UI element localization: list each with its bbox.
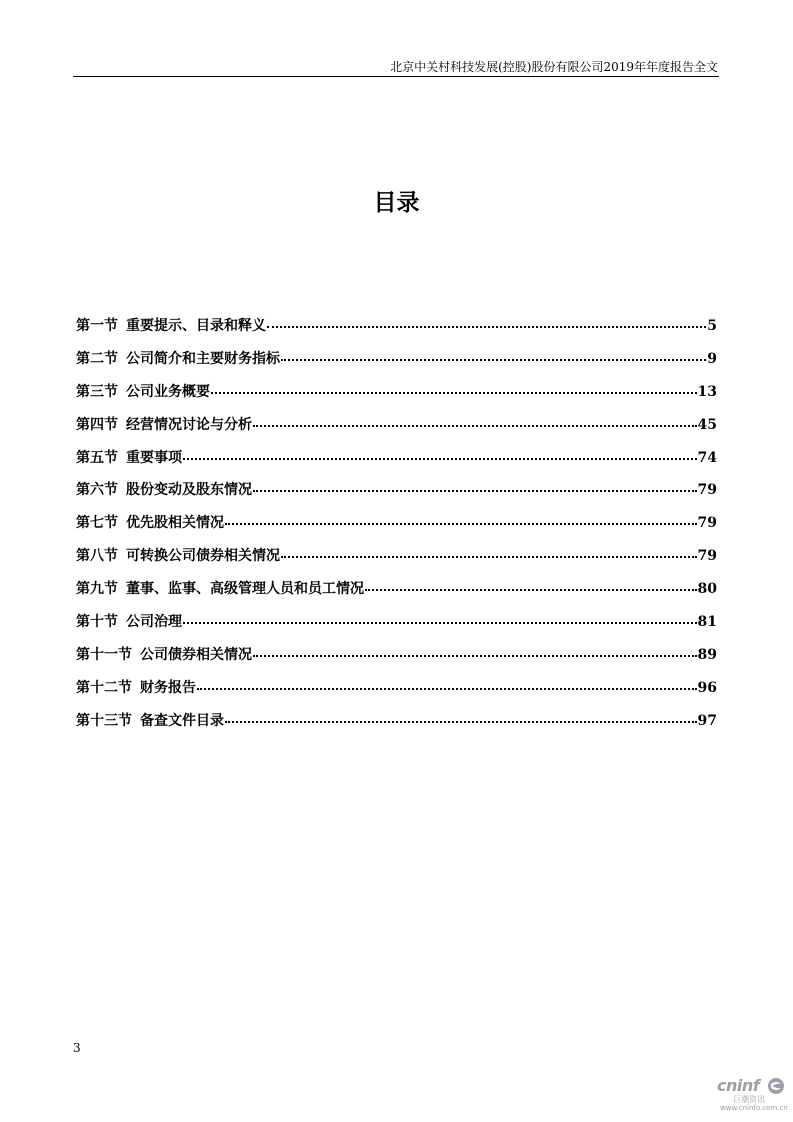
toc-entry-section: 第四节 (76, 416, 118, 433)
toc-entry-page: 5 (707, 318, 717, 334)
toc-entry-section: 第十一节 (76, 646, 132, 663)
toc-entry-section: 第五节 (76, 449, 118, 466)
toc-entry-name: 备查文件目录 (140, 712, 224, 729)
toc-dot-leader (253, 651, 697, 657)
toc-entry-section: 第十二节 (76, 679, 132, 696)
toc-entry-page: 79 (697, 482, 717, 499)
toc-entry-page: 9 (707, 350, 717, 367)
toc-entry[interactable] (76, 644, 717, 677)
toc-entry-section: 第二节 (76, 350, 118, 367)
toc-entry-section: 第六节 (76, 482, 118, 499)
toc-entry-name: 优先股相关情况 (126, 515, 224, 532)
toc-entry-name: 公司简介和主要财务指标 (126, 350, 280, 367)
toc-entry-page: 97 (697, 712, 717, 729)
toc-entry[interactable] (76, 414, 717, 447)
toc-dot-leader (225, 717, 697, 723)
toc-dot-leader (183, 618, 697, 624)
toc-dot-leader (281, 552, 697, 558)
toc-entry-name: 重要事项 (126, 449, 182, 466)
logo-subtitle: 巨潮资讯 (733, 1095, 765, 1104)
toc-entry-name: 股份变动及股东情况 (126, 482, 252, 499)
toc-entry-section: 第九节 (76, 581, 118, 598)
toc-entry-name: 重要提示、目录和释义 (126, 318, 266, 334)
toc-entry-name: 可转换公司债券相关情况 (126, 548, 280, 565)
toc-entry-name: 公司业务概要 (126, 383, 210, 400)
toc-entry[interactable] (76, 677, 717, 710)
toc-entry-page: 80 (697, 581, 717, 598)
page-number: 3 (73, 1041, 81, 1055)
toc-entry-section: 第一节 (76, 318, 118, 334)
cninfo-logo (717, 1076, 787, 1116)
toc-entry-page: 81 (697, 614, 717, 631)
toc-dot-leader (281, 355, 706, 361)
toc-dot-leader (183, 454, 697, 460)
running-header-title: 北京中关村科技发展(控股)股份有限公司2019年年度报告全文 (390, 60, 718, 74)
toc-entry-section: 第十三节 (76, 712, 132, 729)
toc-entry-page: 79 (697, 515, 717, 532)
logo-wordmark: cninf (717, 1076, 760, 1095)
toc-title: 目录 (373, 190, 420, 216)
toc-dot-leader (365, 585, 697, 591)
header-divider (73, 76, 719, 77)
toc-entry-page: 79 (697, 548, 717, 565)
toc-entry-section: 第七节 (76, 515, 118, 532)
toc-entry[interactable] (76, 512, 717, 545)
toc-entry[interactable] (76, 545, 717, 578)
toc-entry-page: 45 (697, 416, 717, 433)
toc-list (76, 315, 717, 743)
toc-entry[interactable] (76, 578, 717, 611)
toc-dot-leader (267, 322, 706, 328)
toc-entry[interactable] (76, 315, 717, 348)
toc-dot-leader (211, 388, 697, 394)
toc-entry-section: 第十节 (76, 614, 118, 631)
toc-entry-page: 89 (697, 646, 717, 663)
toc-entry-name: 公司治理 (126, 614, 182, 631)
toc-dot-leader (225, 519, 697, 525)
toc-entry-page: 74 (697, 449, 717, 466)
toc-dot-leader (253, 421, 697, 427)
toc-entry-name: 财务报告 (140, 679, 196, 696)
toc-entry-section: 第三节 (76, 383, 118, 400)
toc-entry[interactable] (76, 381, 717, 414)
toc-entry-page: 96 (697, 679, 717, 696)
toc-entry-name: 董事、监事、高级管理人员和员工情况 (126, 581, 364, 598)
toc-entry-section: 第八节 (76, 548, 118, 565)
toc-entry[interactable] (76, 348, 717, 381)
toc-dot-leader (253, 486, 697, 492)
toc-entry[interactable] (76, 710, 717, 743)
toc-entry-name: 公司债券相关情况 (140, 646, 252, 663)
cninfo-swirl-icon (767, 1077, 785, 1095)
toc-entry[interactable] (76, 447, 717, 480)
toc-entry[interactable] (76, 479, 717, 512)
toc-entry-page: 13 (697, 383, 717, 400)
toc-entry[interactable] (76, 611, 717, 644)
toc-entry-name: 经营情况讨论与分析 (126, 416, 252, 433)
toc-dot-leader (197, 684, 697, 690)
logo-url: www.cninfo.com.cn (720, 1104, 788, 1112)
